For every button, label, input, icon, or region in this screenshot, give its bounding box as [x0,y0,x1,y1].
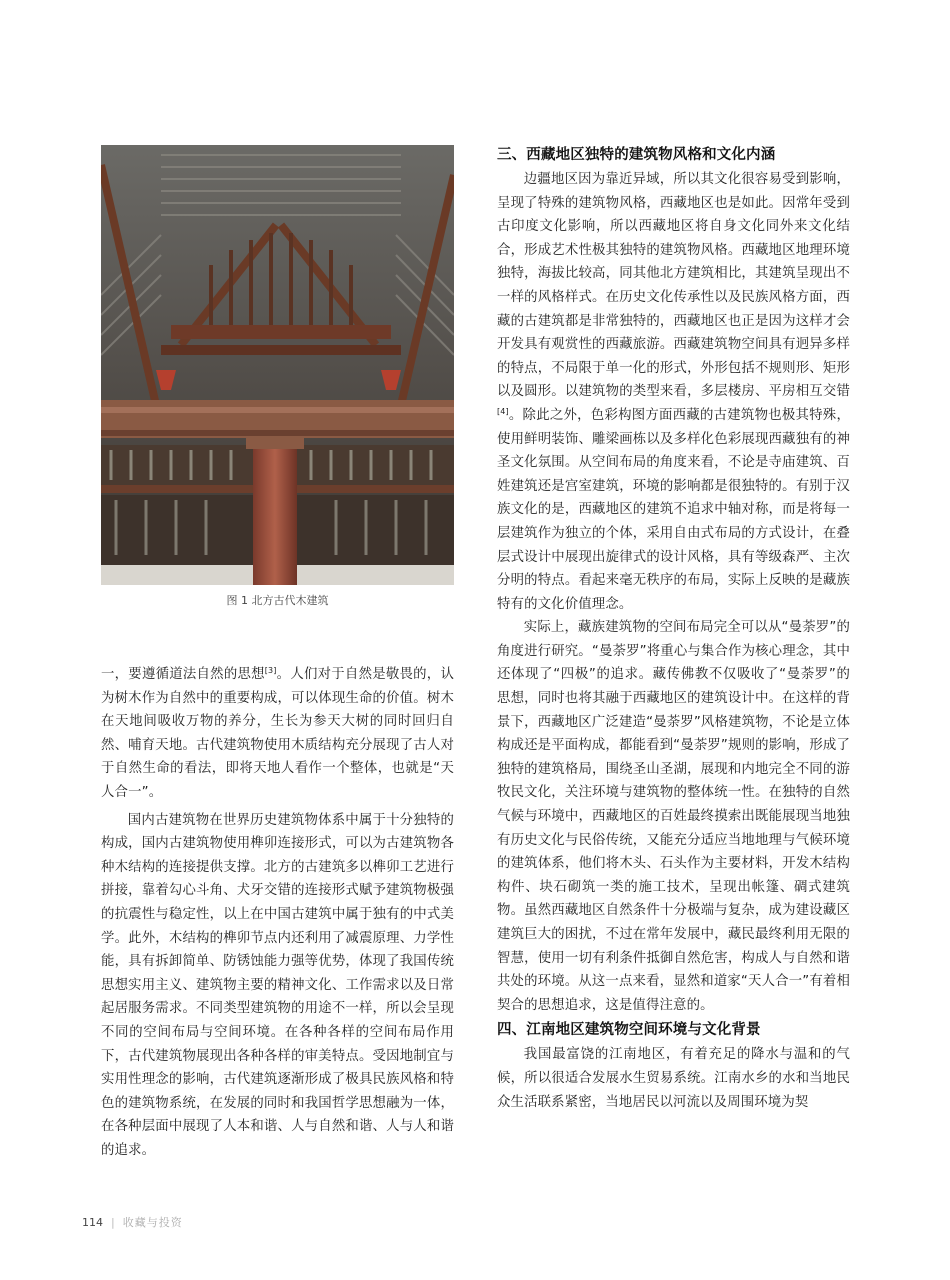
page-footer [82,1214,183,1230]
paragraph: 我国最富饶的江南地区，有着充足的降水与温和的气候，所以很适合发展水生贸易系统。江南水乡的水和当地民众生活联系紧密，当地居民以河流以及周围环境为契 [497,1047,850,1110]
section-heading: 四、江南地区建筑物空间环境与文化背景 [497,1022,761,1039]
paragraph-start: 一，要遵循道法自然的思想 [101,667,265,682]
paragraph [101,663,454,805]
right-column [497,143,850,1114]
wooden-building-photo [101,145,454,585]
wooden-building-photo-illustration [101,145,454,585]
paragraph-rest: 。人们对于自然是敬畏的，认为树木作为自然中的重要构成，可以体现生命的价值。树木在天地间吸收万物的养分，生长为参天大树的同时回归自然、哺育天地。古代建筑物使用木质结构充分展现了古人对于自然生命的看法，即将天地人看作一个整体，也就是“天人合一”。 [101,667,454,800]
section-heading: 三、西藏地区独特的建筑物风格和文化内涵 [497,147,776,163]
paragraph-text: 。除此之外，色彩构图方面西藏的古建筑物也极其特殊，使用鲜明装饰、雕梁画栋以及多样化色彩展现西藏独有的神圣文化氛围。从空间布局的角度来看，不论是寺庙建筑、百姓建筑还是宫室建筑，环境的影响都是很独特的。有别于汉族文化的是，西藏地区的建筑不追求中轴对称，而是将每一层建筑作为独立的个体，采用自由式布局的方式设计，在叠层式设计中展现出旋律式的设计风格，具有等级森严、主次分明的特点。看起来毫无秩序的布局，实际上反映的是藏族特有的文化价值理念。 [497,407,850,612]
citation-ref: [4] [497,406,509,416]
paragraph: 国内古建筑物在世界历史建筑物体系中属于十分独特的构成，国内古建筑物使用榫卯连接形式，可以为古建筑物各种木结构的连接提供支撑。北方的古建筑多以榫卯工艺进行拼接，靠着勾心斗角、犬牙交错的连接形式赋予建筑物极强的抗震性与稳定性，以上在中国古建筑中属于独有的中式美学。此外，木结构的榫卯节点内还利用了减震原理、力学性能，具有拆卸简单、防锈蚀能力强等优势，体现了我国传统思想实用主义、建筑物主要的精神文化、工作需求以及日常起居服务需求。不同类型建筑物的用途不一样，所以会呈现不同的空间布局与空间环境。在各种各样的空间布局作用下，古代建筑物展现出各种各样的审美特点。受因地制宜与实用性理念的影响，古代建筑逐渐形成了极具民族风格和特色的建筑物系统，在发展的同时和我国哲学思想融为一体，在各种层面中展现了人本和谐、人与自然和谐、人与人和谐的追求。 [101,812,454,1158]
left-column [101,663,454,1162]
page-number: 114 [82,1216,103,1229]
magazine-name: 收藏与投资 [122,1216,183,1229]
paragraph: 实际上，藏族建筑物的空间布局完全可以从“曼荼罗”的角度进行研究。“曼荼罗”将重心与集合作为核心理念，其中还体现了“四极”的追求。藏传佛教不仅吸收了“曼荼罗”的思想，同时也将其融于西藏地区的建筑设计中。在这样的背景下，西藏地区广泛建造“曼荼罗”风格建筑物，不论是立体构成还是平面构成，都能看到“曼荼罗”规则的影响，形成了独特的建筑格局，围绕圣山圣湖，展现和内地完全不同的游牧民文化，关注环境与建筑物的整体统一性。在独特的自然气候与环境中，西藏地区的百姓最终摸索出既能展现当地独有历史文化与民俗传统，又能充分适应当地地理与气候环境的建筑体系，他们将木头、石头作为主要材料，开发木结构构件、块石砌筑一类的施工技术，呈现出帐篷、碉式建筑物。虽然西藏地区自然条件十分极端与复杂，成为建设藏区建筑巨大的困扰，不过在常年发展中，藏民最终利用无限的智慧，使用一切有利条件抵御自然危害，构成人与自然和谐共处的环境。从这一点来看，显然和道家“天人合一”有着相契合的思想追求，这是值得注意的。 [497,620,850,1013]
figure-caption: 图 1 北方古代木建筑 [226,594,329,607]
paragraph-text: 边疆地区因为靠近异域，所以其文化很容易受到影响，呈现了特殊的建筑物风格，西藏地区也是如此。因常年受到古印度文化影响，所以西藏地区将自身文化同外来文化结合，形成艺术性极其独特的建筑物风格。西藏地区地理环境独特，海拔比较高，同其他北方建筑相比，其建筑呈现出不一样的风格样式。在历史文化传承性以及民族风格方面，西藏的古建筑都是非常独特的，西藏地区也正是因为这样才会开发具有观赏性的西藏旅游。西藏建筑物空间具有迥异多样的特点，不局限于单一化的形式，外形包括不规则形、矩形以及圆形。以建筑物的类型来看，多层楼房、平房相互交错 [497,172,850,400]
footer-separator: | [111,1216,115,1229]
citation-ref: [3] [264,666,277,675]
paragraph [497,168,850,616]
